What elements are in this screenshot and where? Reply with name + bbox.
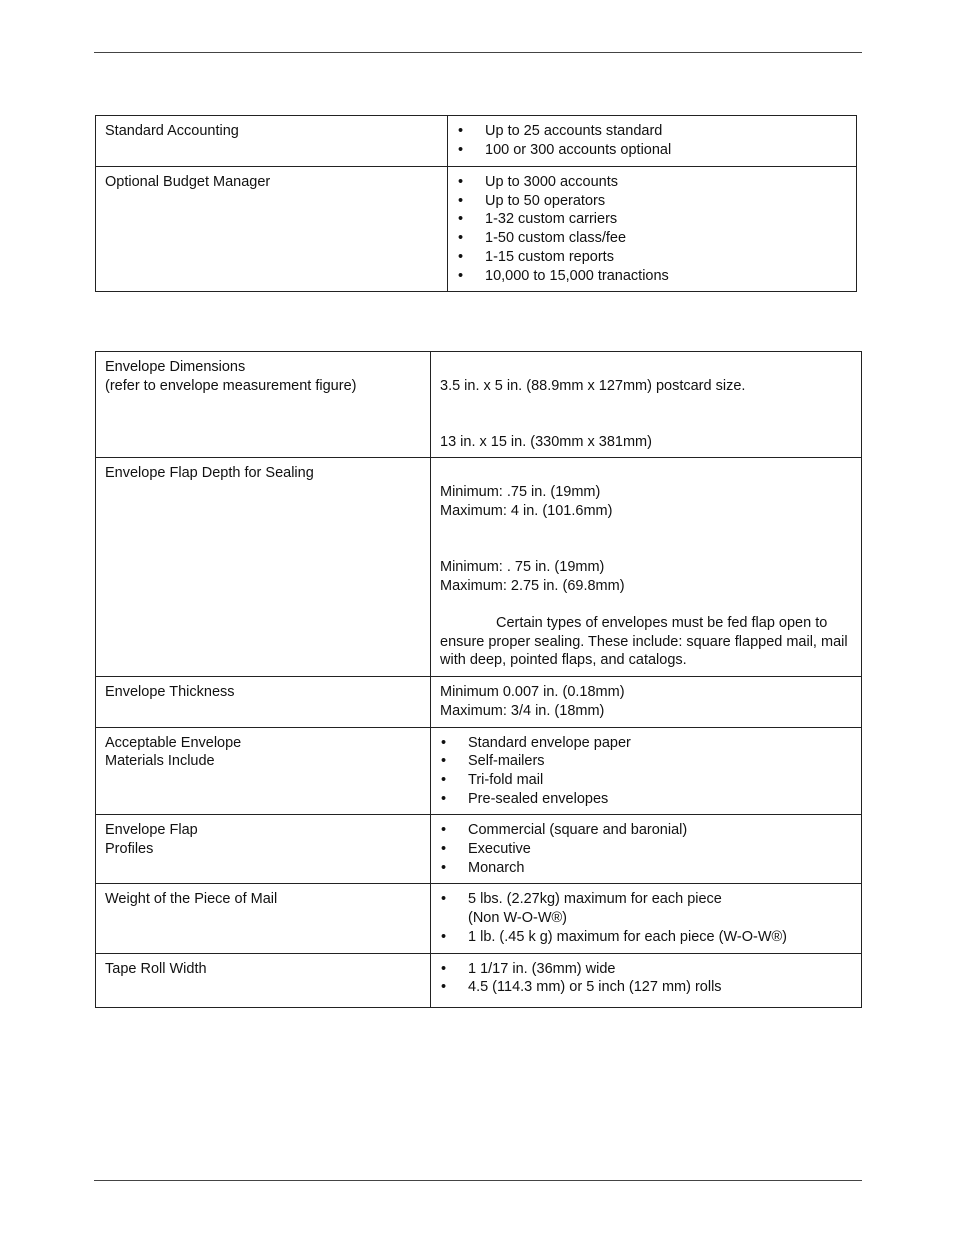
- envelope-spec-table: [95, 351, 862, 1008]
- row-label: [96, 727, 431, 815]
- flap-depth-label: Envelope Flap Depth for Sealing: [105, 465, 314, 482]
- tape-list: [440, 960, 853, 997]
- row-value: [431, 815, 862, 884]
- row-value: [431, 884, 862, 953]
- dimensions-min: 3.5 in. x 5 in. (88.9mm x 127mm) postcard size.: [440, 377, 746, 394]
- header-rule: [94, 52, 862, 53]
- row-label: [96, 815, 431, 884]
- row-value: [431, 458, 862, 677]
- flap-profiles-label: Envelope Flap: [105, 822, 198, 839]
- table-row: [96, 884, 862, 953]
- table-row: [96, 677, 862, 727]
- list-item: • 10,000 to 15,000 tranactions: [457, 267, 848, 286]
- footer-rule: [94, 1180, 862, 1181]
- flap-depth-min-1: Minimum: .75 in. (19mm): [440, 484, 601, 501]
- row-value: [448, 116, 857, 167]
- budget-manager-label: Optional Budget Manager: [105, 174, 271, 190]
- row-label: [96, 677, 431, 727]
- budget-manager-list: [457, 173, 848, 285]
- thickness-min: Minimum 0.007 in. (0.18mm): [440, 684, 625, 701]
- weight-item-1: 5 lbs. (2.27kg) maximum for each piece: [468, 891, 722, 908]
- table-row: [96, 458, 862, 677]
- list-item: • 1 lb. (.45 k g) maximum for each piece (W-O-W®): [440, 928, 853, 947]
- row-value: [431, 352, 862, 458]
- list-item: • Up to 50 operators: [457, 192, 848, 211]
- standard-accounting-label: Standard Accounting: [105, 123, 239, 139]
- table-row: [96, 116, 857, 167]
- list-item: • Commercial (square and baronial): [440, 821, 853, 840]
- table-row: [96, 953, 862, 1007]
- list-item: • Executive: [440, 840, 853, 859]
- standard-accounting-list: [457, 122, 848, 159]
- list-item: • 1 1/17 in. (36mm) wide: [440, 960, 853, 979]
- table-row: [96, 727, 862, 815]
- table-row: [96, 167, 857, 292]
- materials-list: [440, 734, 853, 809]
- row-label: [96, 884, 431, 953]
- row-value: [431, 953, 862, 1007]
- dimensions-sublabel: (refer to envelope measurement figure): [105, 377, 357, 394]
- materials-label: Acceptable Envelope: [105, 734, 242, 751]
- weight-list: [440, 890, 853, 909]
- row-label: [96, 953, 431, 1007]
- table-row: [96, 815, 862, 884]
- row-value: [431, 727, 862, 815]
- list-item: • Self-mailers: [440, 752, 853, 771]
- accounting-table: [95, 115, 857, 292]
- table-row: [96, 352, 862, 458]
- dimensions-max: 13 in. x 15 in. (330mm x 381mm): [440, 433, 652, 450]
- list-item: • 100 or 300 accounts optional: [457, 141, 848, 160]
- row-label: [96, 167, 448, 292]
- row-label: [96, 458, 431, 677]
- dimensions-label: Envelope Dimensions: [105, 359, 246, 375]
- weight-label: Weight of the Piece of Mail: [105, 891, 278, 908]
- list-item: [440, 890, 853, 909]
- list-item: • Up to 25 accounts standard: [457, 122, 848, 141]
- row-label: [96, 116, 448, 167]
- weight-list-2: [440, 928, 853, 947]
- thickness-label: Envelope Thickness: [105, 684, 235, 701]
- materials-sublabel: Materials Include: [105, 753, 215, 770]
- list-item: • 1-32 custom carriers: [457, 210, 848, 229]
- row-value: [448, 167, 857, 292]
- flap-profiles-sublabel: Profiles: [105, 841, 154, 858]
- tape-label: Tape Roll Width: [105, 960, 207, 977]
- flap-depth-min-2: Minimum: . 75 in. (19mm): [440, 558, 605, 575]
- list-item: • Standard envelope paper: [440, 734, 853, 753]
- row-label: [96, 352, 431, 458]
- weight-item-1-continuation: (Non W-O-W®): [468, 910, 568, 927]
- flap-depth-note: Certain types of envelopes must be fed flap open to ensure proper sealing. These include: square flapped mail, mail with deep, pointed flaps, and catalogs.: [440, 615, 848, 669]
- list-item: • 4.5 (114.3 mm) or 5 inch (127 mm) rolls: [440, 978, 853, 997]
- row-value: [431, 677, 862, 727]
- list-item: • 1-50 custom class/fee: [457, 229, 848, 248]
- list-item: • Monarch: [440, 859, 853, 878]
- flap-profiles-list: [440, 821, 853, 877]
- flap-depth-max-2: Maximum: 2.75 in. (69.8mm): [440, 577, 625, 594]
- list-item: • 1-15 custom reports: [457, 248, 848, 267]
- list-item: • Tri-fold mail: [440, 771, 853, 790]
- flap-depth-max-1: Maximum: 4 in. (101.6mm): [440, 502, 613, 519]
- list-item: • Pre-sealed envelopes: [440, 790, 853, 809]
- thickness-max: Maximum: 3/4 in. (18mm): [440, 702, 605, 719]
- list-item: • Up to 3000 accounts: [457, 173, 848, 192]
